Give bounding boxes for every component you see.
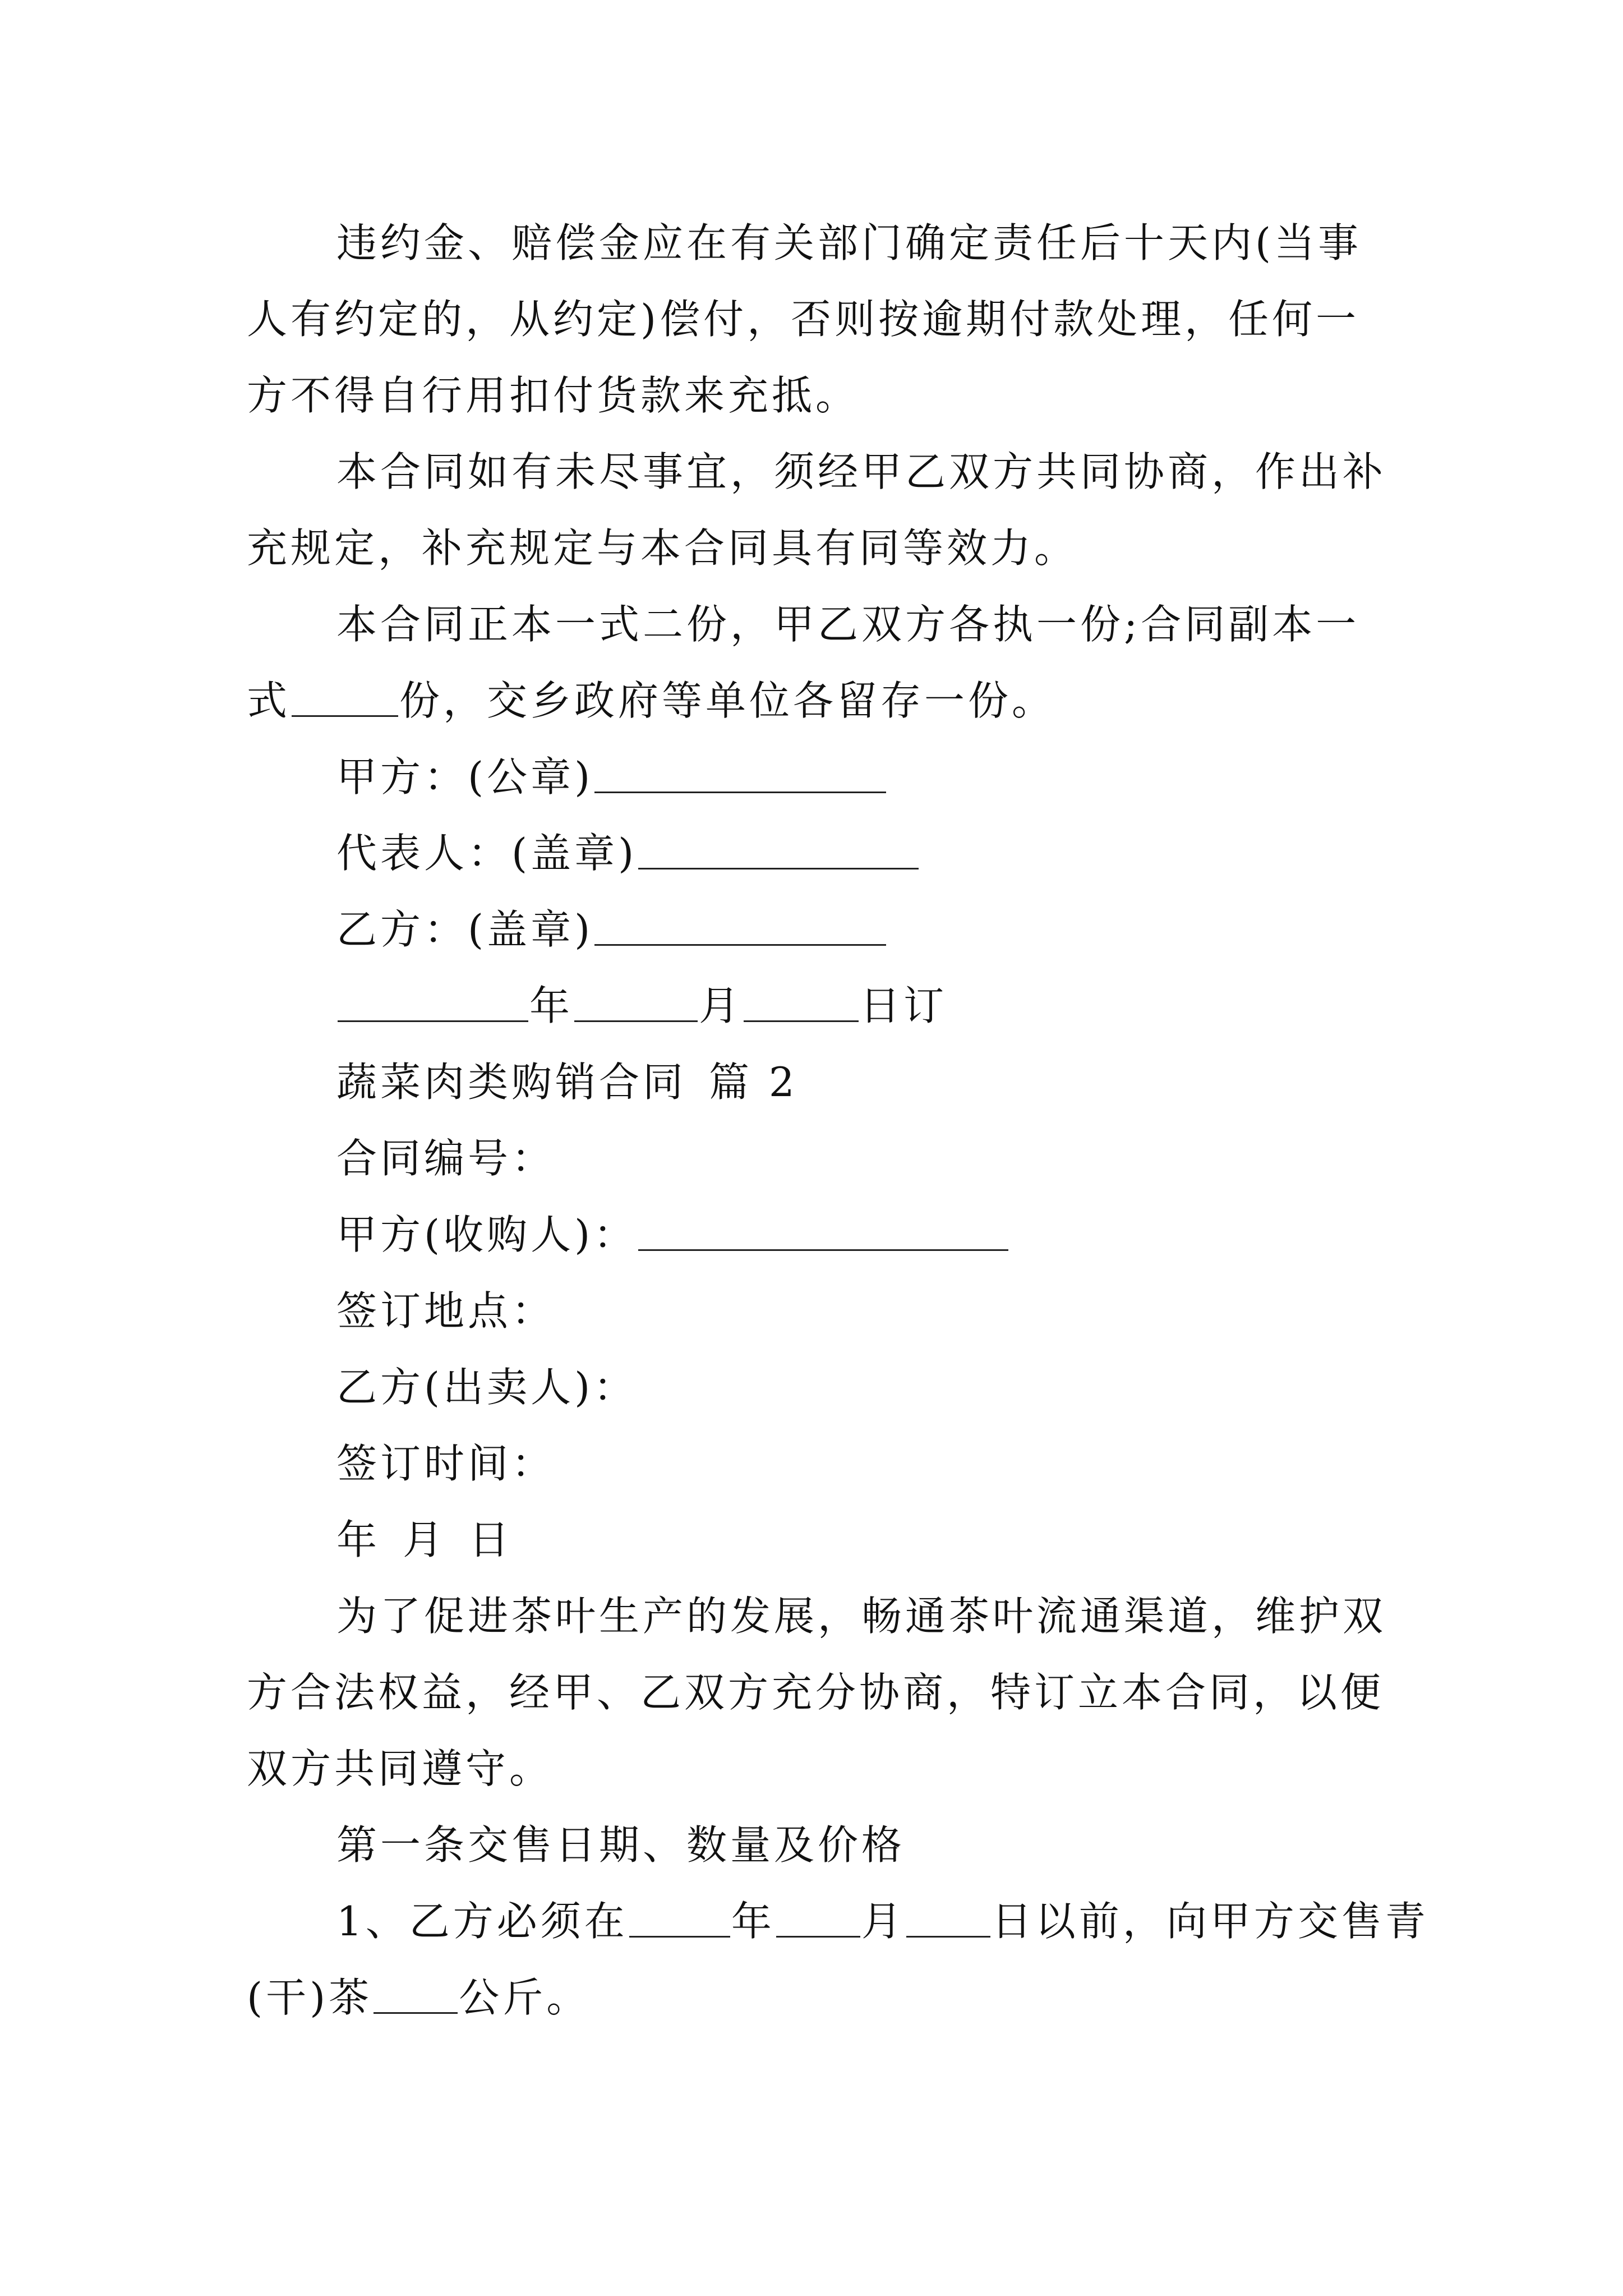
section-number: 篇 2 xyxy=(709,1059,798,1106)
date-month: 月 xyxy=(699,982,743,1029)
ymd-year: 年 xyxy=(336,1516,381,1563)
signature-label: 乙方：(盖章) xyxy=(336,906,594,953)
paragraph-line: 充规定，补充规定与本合同具有同等效力。 xyxy=(247,524,1078,572)
paragraph-line: 双方共同遵守。 xyxy=(247,1745,554,1792)
signing-date-line xyxy=(247,968,1385,1044)
item-cont-a: (干)茶 xyxy=(247,1974,373,2021)
blank-field xyxy=(638,827,919,869)
blank-field xyxy=(629,1895,730,1938)
ymd-line xyxy=(247,1502,1385,1578)
section-heading xyxy=(247,1044,1385,1120)
item-line-continued xyxy=(247,1959,1385,2036)
signing-place: 签订地点： xyxy=(336,1287,556,1335)
copies-line xyxy=(247,662,1385,739)
blank-field xyxy=(594,751,886,793)
article-heading: 第一条交售日期、数量及价格 xyxy=(336,1821,906,1869)
blank-field xyxy=(292,675,398,717)
blank-field xyxy=(574,980,698,1022)
item-cont-b: 公斤。 xyxy=(459,1974,591,2021)
item-line xyxy=(247,1883,1429,1959)
copies-text-b: 份，交乡政府等单位各留存一份。 xyxy=(399,677,1056,724)
blank-field xyxy=(776,1895,860,1938)
paragraph-line: 违约金、赔偿金应在有关部门确定责任后十天内(当事 xyxy=(336,219,1362,266)
blank-field xyxy=(906,1895,990,1938)
date-year: 年 xyxy=(529,982,574,1029)
item-text-b: 日以前，向甲方交售青 xyxy=(991,1898,1429,1945)
contract-number: 合同编号： xyxy=(336,1135,556,1182)
ymd-month: 月 xyxy=(403,1516,447,1563)
ymd-day: 日 xyxy=(469,1516,513,1563)
party-a-label: 甲方(收购人)： xyxy=(336,1211,638,1258)
paragraph-line: 人有约定的，从约定)偿付，否则按逾期付款处理，任何一 xyxy=(247,296,1360,343)
item-text-a: 1、乙方必须在 xyxy=(336,1898,628,1945)
item-month: 月 xyxy=(861,1898,905,1945)
blank-field xyxy=(338,980,528,1022)
party-b-line: 乙方(出卖人)： xyxy=(336,1364,638,1411)
paragraph-line: 本合同正本一式二份，甲乙双方各执一份;合同副本一 xyxy=(336,601,1360,648)
blank-field xyxy=(374,1972,458,2014)
section-title: 蔬菜肉类购销合同 xyxy=(336,1059,687,1106)
signature-label: 代表人：(盖章) xyxy=(336,830,638,877)
paragraph-line: 方合法权益，经甲、乙双方充分协商，特订立本合同，以便 xyxy=(247,1669,1385,1716)
signature-party-a xyxy=(247,739,1385,815)
signature-label: 甲方：(公章) xyxy=(336,753,594,800)
paragraph-line: 方不得自行用扣付货款来充抵。 xyxy=(247,372,860,419)
signing-time: 签订时间： xyxy=(336,1440,556,1487)
paragraph-line: 本合同如有未尽事宜，须经甲乙双方共同协商，作出补 xyxy=(336,448,1387,495)
signature-party-b xyxy=(247,891,1385,968)
copies-text-a: 式 xyxy=(247,677,291,724)
paragraph-line: 为了促进茶叶生产的发展，畅通茶叶流通渠道，维护双 xyxy=(336,1593,1387,1640)
party-a-line xyxy=(247,1197,1385,1273)
blank-field xyxy=(744,980,859,1022)
blank-field xyxy=(638,1209,1008,1251)
signature-representative xyxy=(247,815,1385,891)
blank-field xyxy=(594,904,886,946)
item-year: 年 xyxy=(731,1898,775,1945)
document-body xyxy=(247,205,1429,2036)
date-day: 日订 xyxy=(860,982,948,1029)
